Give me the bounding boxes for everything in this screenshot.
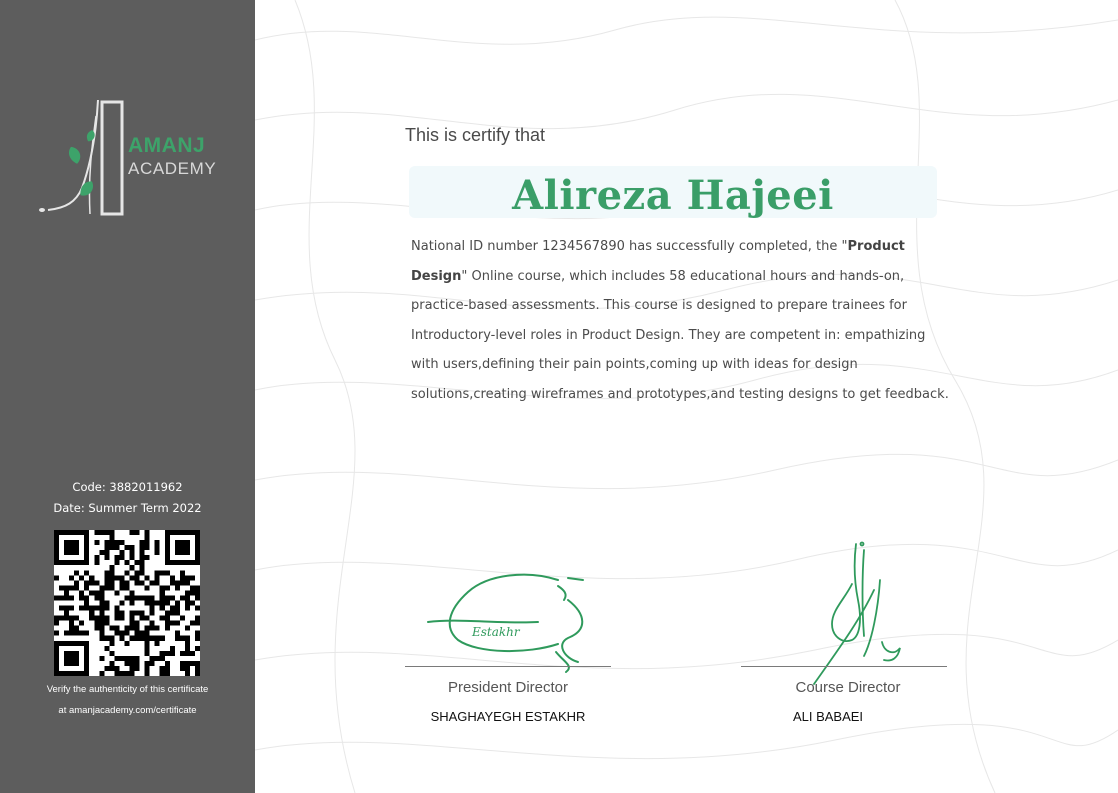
svg-text:Estakhr: Estakhr — [472, 625, 520, 639]
sidebar — [0, 0, 255, 793]
body-course-bold-2: Design — [411, 268, 462, 284]
course-director-signature — [808, 540, 918, 690]
course-director-role: Course Director — [795, 679, 901, 696]
course-director-name: ALI BABAEI — [792, 709, 864, 724]
body-text-1: National ID number 1234567890 has successfully completed, the " — [411, 239, 848, 254]
president-role: President Director — [447, 679, 569, 696]
brand-subtitle: ACADEMY — [128, 159, 217, 178]
president-signature — [418, 566, 598, 676]
verify-url[interactable]: at amanjacademy.com/certificate — [58, 705, 197, 716]
academy-logo — [38, 96, 228, 220]
president-name: SHAGHAYEGH ESTAKHR — [430, 709, 586, 724]
tree-logo-icon — [38, 96, 128, 220]
body-text-3: " Online course, which includes 58 educational hours and hands-on, practice-based assessments. This course is designed to prepare trainees for Introductory-level roles in Product Design. They are competent in: empathizing with users,defining their pain points,coming up with ideas for design solutions,creating wireframes and prototypes,and testing designs to get feedback. — [411, 268, 949, 402]
qr-code[interactable] — [54, 530, 200, 676]
signature-line-right — [741, 666, 947, 667]
body-course-bold-1: Product — [847, 239, 905, 254]
brand-name: AMANJ — [128, 134, 206, 157]
signature-line-left — [405, 666, 611, 667]
recipient-name: Alireza Hajeei — [512, 172, 834, 219]
certificate-code: Code: 3882011962 — [72, 480, 183, 494]
certify-intro: This is certify that — [405, 125, 546, 145]
verify-text: Verify the authenticity of this certificate — [46, 684, 209, 695]
certificate-body — [411, 232, 951, 409]
certificate-date: Date: Summer Term 2022 — [53, 501, 202, 515]
